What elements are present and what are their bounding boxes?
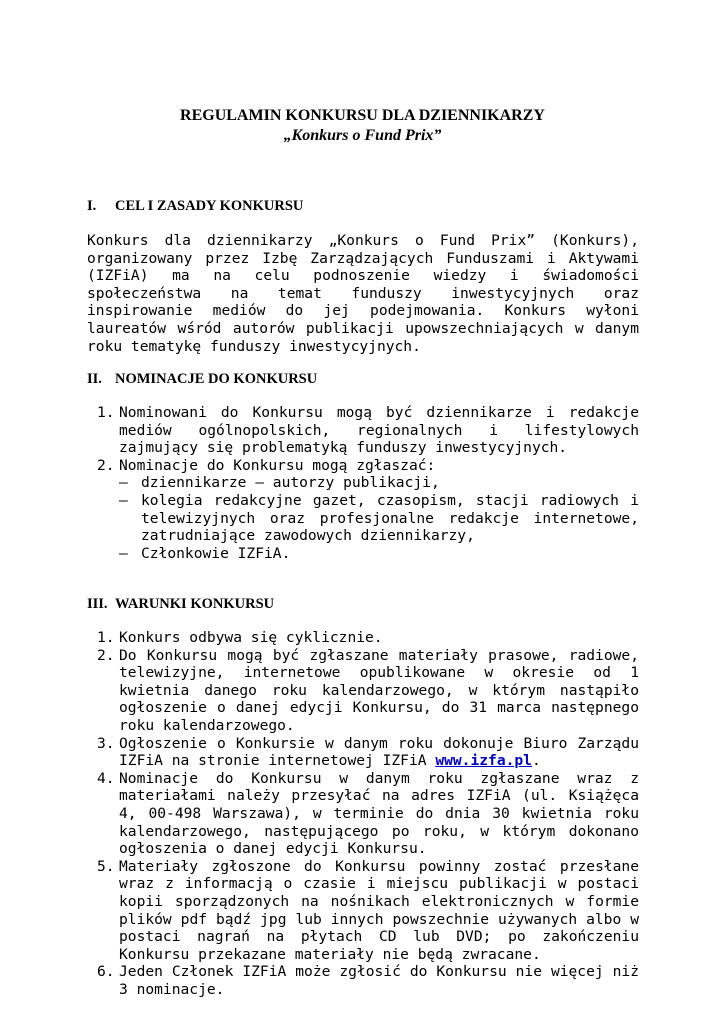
list-item [87,457,639,563]
document-title: REGULAMIN KONKURSU DLA DZIENNIKARZY [180,107,545,124]
dash-bullet: – [119,474,128,492]
section-2-heading [87,371,317,388]
list-item-text: Nominowani do Konkursu mogą być dziennikarze i redakcje mediów ogólnopolskich, regionalnych i lifestylowych zajmujący się problematyką funduszy inwestycyjnych. [119,404,639,457]
section-3-heading [87,596,274,613]
sublist-item-text: dziennikarze – autorzy publikacji, [141,474,440,492]
sublist-item [119,474,639,492]
list-item-number: 2. [97,456,115,474]
list-item-text: Jeden Członek IZFiA może zgłosić do Konkursu nie więcej niż 3 nominacje. [119,963,639,998]
list-item-number: 4. [97,769,115,787]
list-item-text-end: . [531,752,541,770]
sublist-item [119,545,639,563]
list-item-text: Ogłoszenie o Konkursie w danym roku dokonuje Biuro Zarządu IZFiA na stronie internetowej IZFiA [119,734,639,770]
section-1-title: CEL I ZASADY KONKURSU [115,198,304,214]
sublist-item-text: kolegia redakcyjne gazet, czasopism, stacji radiowych i telewizyjnych oraz profesjonalne redakcje internetowe, zatrudniające zawodowych dziennikarzy, [141,491,639,545]
dash-bullet: – [119,544,128,562]
list-item-number: 6. [97,963,115,981]
list-item [87,963,639,998]
list-item-text: Konkurs odbywa się cyklicznie. [119,629,383,646]
list-item [87,770,639,858]
section-1-number: I. [87,198,97,214]
list-item-number: 1. [97,404,115,421]
section-3-list [87,629,639,998]
list-item [87,858,639,964]
section-2-title: NOMINACJE DO KONKURSU [115,371,318,387]
document-subtitle: „Konkurs o Fund Prix” [283,127,442,144]
list-item-number: 5. [97,857,115,875]
list-item-text: Nominacje do Konkursu w danym roku zgłaszane wraz z materiałami należy przesyłać na adres IZFiA (ul. Książęca 4, 00-498 Warszawa), w terminie do dnia 30 kwietnia roku kalendarzowego, następującego po roku, w którym dokonano ogłoszenia o danej edycji Konkursu. [119,769,639,858]
sublist-item [119,492,639,545]
section-3-number: III. [87,596,108,612]
list-item-number: 1. [97,629,115,646]
section-2-number: II. [87,371,102,387]
dash-bullet: – [119,491,128,509]
list-item [87,404,639,457]
list-item-text: Materiały zgłoszone do Konkursu powinny zostać przesłane wraz z informacją o czasie i miejscu publikacji w postaci kopii sporządzonych na nośnikach elektronicznych w formie plików pdf bądź jpg lub innych powszechnie używanych albo w postaci nagrań na płytach CD lub DVD; po zakończeniu Konkursu przekazane materiały nie będą zwracane. [119,857,639,963]
sublist-item-text: Członkowie IZFiA. [141,544,291,562]
list-item [87,629,639,647]
list-item-number: 3. [97,734,115,752]
nominators-sublist [119,474,639,562]
list-item-text: Nominacje do Konkursu mogą zgłaszać: [119,456,436,474]
section-1-paragraph: Konkurs dla dziennikarzy „Konkurs o Fund Prix” (Konkurs), organizowany przez Izbę Zarządzających Funduszami i Aktywami (IZFiA) ma na celu podnoszenie wiedzy i świadomości społeczeństwa na temat funduszy inwestycyjnych oraz inspirowanie mediów do jej podejmowania. Konkurs wyłoni laureatów wśród autorów publikacji upowszechniających w danym roku tematykę funduszy inwestycyjnych. [87,232,639,355]
list-item [87,647,639,735]
list-item [87,735,639,770]
izfa-website-link[interactable]: www.izfa.pl [435,752,532,770]
section-3-title: WARUNKI KONKURSU [115,596,275,612]
section-2-list [87,404,639,562]
section-1-heading [87,198,303,215]
list-item-number: 2. [97,646,115,664]
list-item-text: Do Konkursu mogą być zgłaszane materiały prasowe, radiowe, telewizyjne, internetowe opublikowane w okresie od 1 kwietnia danego roku kalendarzowego, w którym nastąpiło ogłoszenie o danej edycji Konkursu, do 31 marca następnego roku kalendarzowego. [119,646,639,734]
